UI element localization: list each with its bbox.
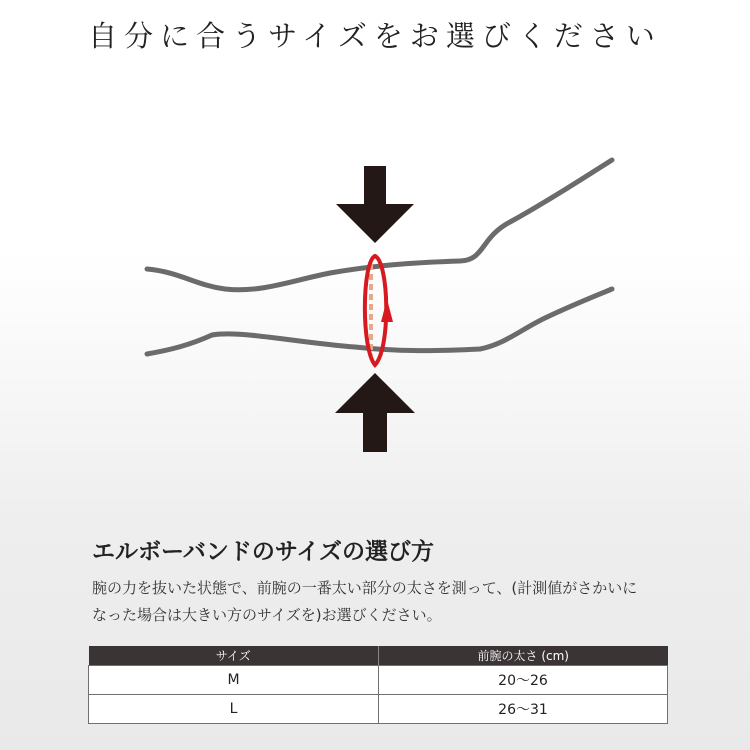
table-row	[89, 666, 668, 695]
circumference-cell: 26〜31	[379, 695, 668, 724]
size-cell: M	[89, 666, 379, 695]
size-table-header-row	[89, 646, 668, 666]
arm-lower-outline	[147, 289, 612, 354]
page-title: 自分に合うサイズをお選びください	[88, 19, 662, 53]
size-cell: L	[89, 695, 379, 724]
size-table-header-circumference: 前腕の太さ (cm)	[379, 646, 668, 666]
guide-description-line: 腕の力を抜いた状態で、前腕の一番太い部分の太さを測って、(計測値がさかいに	[92, 579, 638, 597]
forearm-measurement-illustration	[0, 140, 750, 470]
arrow-up-icon	[335, 373, 415, 452]
size-table	[88, 646, 668, 724]
table-row	[89, 695, 668, 724]
arrow-down-icon	[336, 166, 414, 243]
measurement-direction-arrow-icon	[381, 299, 393, 322]
circumference-cell: 20〜26	[379, 666, 668, 695]
guide-description-line: なった場合は大きい方のサイズを)お選びください。	[92, 606, 442, 624]
guide-description	[92, 575, 692, 629]
size-table-header-size: サイズ	[89, 646, 379, 666]
guide-heading: エルボーバンドのサイズの選び方	[92, 539, 435, 565]
